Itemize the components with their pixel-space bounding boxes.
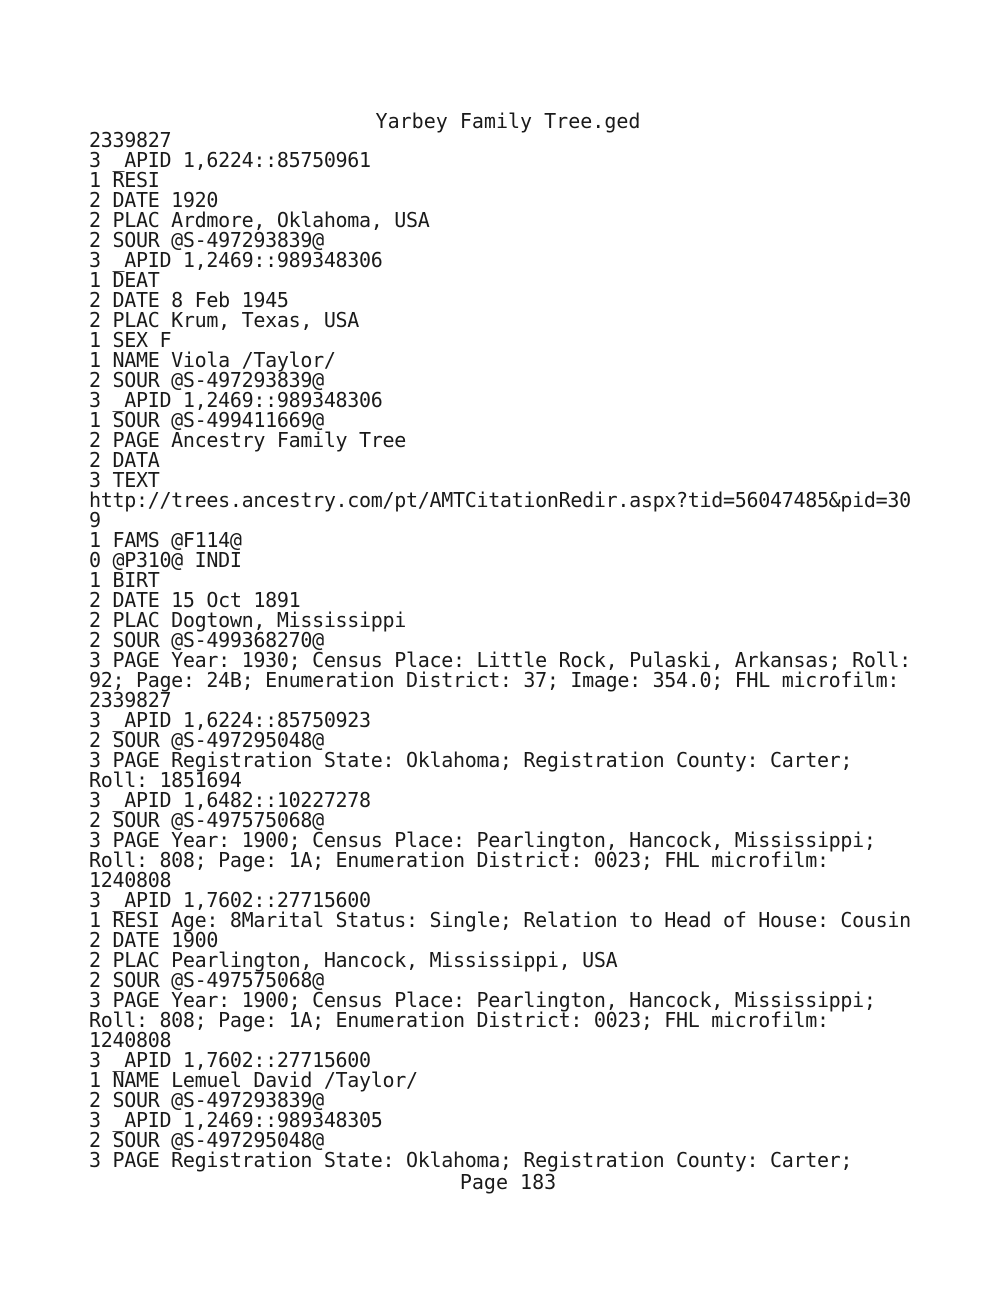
gedcom-line: 2 DATE 15 Oct 1891	[89, 588, 301, 612]
gedcom-line: 1 RESI Age: 8Marital Status: Single; Relation to Head of House: Cousin	[89, 908, 911, 932]
gedcom-line: 3 _APID 1,2469::989348306	[89, 248, 383, 272]
page-title: Yarbey Family Tree.ged	[375, 109, 641, 133]
gedcom-line: 2 PLAC Pearlington, Hancock, Mississippi, USA	[89, 948, 618, 972]
gedcom-line: Roll: 1851694	[89, 768, 242, 792]
gedcom-line: 2 PAGE Ancestry Family Tree	[89, 428, 407, 452]
gedcom-line: 2 SOUR @S-497575068@	[89, 808, 324, 832]
gedcom-line: 2 SOUR @S-497293839@	[89, 1088, 324, 1112]
gedcom-line: 3 _APID 1,2469::989348305	[89, 1108, 383, 1132]
gedcom-line: 1 FAMS @F114@	[89, 528, 242, 552]
gedcom-line: 1 SOUR @S-499411669@	[89, 408, 324, 432]
gedcom-line: 3 _APID 1,7602::27715600	[89, 1048, 371, 1072]
gedcom-text-body	[89, 130, 969, 1170]
gedcom-line: 1 BIRT	[89, 568, 160, 592]
gedcom-line: 2 SOUR @S-497575068@	[89, 968, 324, 992]
gedcom-line: 2 PLAC Ardmore, Oklahoma, USA	[89, 208, 430, 232]
gedcom-line: 3 _APID 1,2469::989348306	[89, 388, 383, 412]
gedcom-line: Roll: 808; Page: 1A; Enumeration District: 0023; FHL microfilm:	[89, 1008, 829, 1032]
gedcom-line: 3 _APID 1,6482::10227278	[89, 788, 371, 812]
gedcom-line: 92; Page: 24B; Enumeration District: 37; Image: 354.0; FHL microfilm:	[89, 668, 900, 692]
gedcom-line: 3 _APID 1,6224::85750961	[89, 148, 371, 172]
gedcom-line: 3 PAGE Year: 1930; Census Place: Little Rock, Pulaski, Arkansas; Roll:	[89, 648, 911, 672]
gedcom-line: 3 _APID 1,6224::85750923	[89, 708, 371, 732]
gedcom-line: 2 SOUR @S-497295048@	[89, 728, 324, 752]
gedcom-line: 9	[89, 508, 101, 532]
gedcom-line: 1240808	[89, 868, 172, 892]
gedcom-line: 2 SOUR @S-497293839@	[89, 368, 324, 392]
gedcom-line: 2 SOUR @S-497293839@	[89, 228, 324, 252]
gedcom-line: 1 NAME Lemuel David /Taylor/	[89, 1068, 418, 1092]
gedcom-line: 3 PAGE Registration State: Oklahoma; Registration County: Carter;	[89, 748, 853, 772]
gedcom-line: 1240808	[89, 1028, 172, 1052]
gedcom-line: 2339827	[89, 688, 172, 712]
gedcom-line: 1 NAME Viola /Taylor/	[89, 348, 336, 372]
gedcom-line: Roll: 808; Page: 1A; Enumeration District: 0023; FHL microfilm:	[89, 848, 829, 872]
gedcom-line: 1 DEAT	[89, 268, 160, 292]
gedcom-line: 2 DATE 1900	[89, 928, 219, 952]
gedcom-line: 2 DATE 1920	[89, 188, 219, 212]
gedcom-line: 1 SEX F	[89, 328, 172, 352]
gedcom-line: 2 SOUR @S-497295048@	[89, 1128, 324, 1152]
gedcom-line: 2 DATE 8 Feb 1945	[89, 288, 289, 312]
gedcom-line: 3 PAGE Registration State: Oklahoma; Registration County: Carter;	[89, 1148, 853, 1172]
gedcom-line: http://trees.ancestry.com/pt/AMTCitationRedir.aspx?tid=56047485&pid=30	[89, 488, 911, 512]
gedcom-line: 3 PAGE Year: 1900; Census Place: Pearlington, Hancock, Mississippi;	[89, 828, 876, 852]
gedcom-line: 3 PAGE Year: 1900; Census Place: Pearlington, Hancock, Mississippi;	[89, 988, 876, 1012]
gedcom-line: 2 SOUR @S-499368270@	[89, 628, 324, 652]
gedcom-line: 2 PLAC Dogtown, Mississippi	[89, 608, 407, 632]
gedcom-line: 2339827	[89, 128, 172, 152]
gedcom-line: 0 @P310@ INDI	[89, 548, 242, 572]
gedcom-line: 2 PLAC Krum, Texas, USA	[89, 308, 360, 332]
gedcom-line: 3 TEXT	[89, 468, 160, 492]
gedcom-line: 3 _APID 1,7602::27715600	[89, 888, 371, 912]
gedcom-line: 2 DATA	[89, 448, 160, 472]
gedcom-line: 1 RESI	[89, 168, 160, 192]
page-number: Page 183	[459, 1170, 557, 1194]
